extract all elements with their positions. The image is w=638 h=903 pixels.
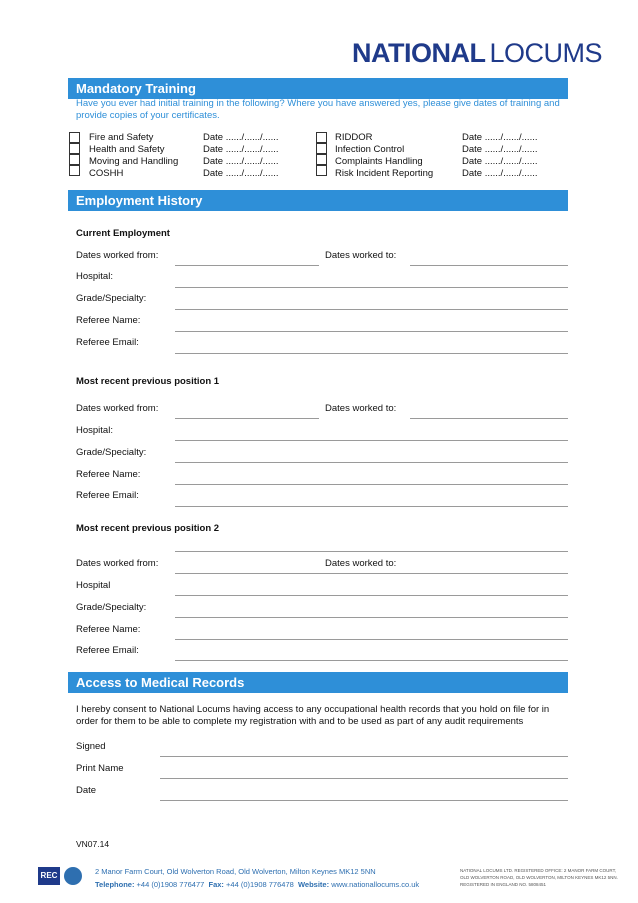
section-header-medical-records: Access to Medical Records <box>68 672 568 693</box>
subsection-title: Most recent previous position 2 <box>76 523 220 534</box>
signature-input[interactable] <box>160 756 568 757</box>
field-label: Dates worked to: <box>325 558 399 569</box>
section-header-mandatory-training: Mandatory Training <box>68 78 568 99</box>
training-date-field[interactable]: Date ....../....../...... <box>203 144 279 155</box>
checkbox-coshh[interactable] <box>69 165 80 176</box>
subsection-title: Most recent previous position 1 <box>76 376 220 387</box>
training-label: RIDDOR <box>335 132 373 143</box>
field-label: Hospital: <box>76 425 113 436</box>
date-input[interactable] <box>160 800 568 801</box>
training-label: Health and Safety <box>89 144 165 155</box>
fax-label: Fax: <box>208 880 224 889</box>
checkbox-infection-control[interactable] <box>316 143 327 154</box>
training-date-field[interactable]: Date ....../....../...... <box>203 132 279 143</box>
hospital-input[interactable] <box>175 595 568 596</box>
divider-line <box>175 551 568 552</box>
training-date-field[interactable]: Date ....../....../...... <box>462 132 538 143</box>
dates-from-input[interactable] <box>175 265 319 266</box>
checkbox-complaints-handling[interactable] <box>316 154 327 165</box>
training-date-field[interactable]: Date ....../....../...... <box>462 156 538 167</box>
training-date-field[interactable]: Date ....../....../...... <box>203 156 279 167</box>
training-label: COSHH <box>89 168 124 179</box>
field-label: Grade/Specialty: <box>76 293 147 304</box>
consent-text: I hereby consent to National Locums having access to any occupational health records that you hold on file for in order for them to be able to complete my registration with and to be used as part of any audit requirements <box>76 704 550 727</box>
logo-bold-text: NATIONAL <box>352 38 486 68</box>
checkbox-fire-safety[interactable] <box>69 132 80 143</box>
field-label: Print Name <box>76 763 124 774</box>
training-date-field[interactable]: Date ....../....../...... <box>203 168 279 179</box>
legal-text <box>460 867 618 888</box>
grade-input[interactable] <box>175 309 568 310</box>
form-code: VN07.14 <box>76 839 110 849</box>
field-label: Hospital <box>76 580 111 591</box>
field-label: Grade/Specialty: <box>76 447 147 458</box>
legal-line: REGISTERED IN ENGLAND NO. 5808451 <box>460 882 547 887</box>
logo-light-text: LOCUMS <box>489 38 602 68</box>
grade-input[interactable] <box>175 617 568 618</box>
website-link[interactable]: www.nationallocums.co.uk <box>331 880 420 889</box>
training-label: Complaints Handling <box>335 156 423 167</box>
field-label: Referee Name: <box>76 315 141 326</box>
training-label: Fire and Safety <box>89 132 154 143</box>
field-label: Grade/Specialty: <box>76 602 147 613</box>
fax-number: +44 (0)1908 776478 <box>226 880 294 889</box>
referee-email-input[interactable] <box>175 353 568 354</box>
checkbox-health-safety[interactable] <box>69 143 80 154</box>
field-label: Dates worked from: <box>76 250 159 261</box>
field-label: Signed <box>76 741 106 752</box>
grade-input[interactable] <box>175 462 568 463</box>
field-label: Referee Name: <box>76 469 141 480</box>
rec-logo: REC <box>38 867 60 885</box>
checkbox-risk-incident[interactable] <box>316 165 327 176</box>
checkbox-riddor[interactable] <box>316 132 327 143</box>
telephone-label: Telephone: <box>95 880 135 889</box>
training-date-field[interactable]: Date ....../....../...... <box>462 168 538 179</box>
print-name-input[interactable] <box>160 778 568 779</box>
footer-contact <box>95 880 419 889</box>
hospital-input[interactable] <box>175 440 568 441</box>
field-label: Dates worked to: <box>325 403 397 414</box>
hospital-input[interactable] <box>175 287 568 288</box>
training-label: Moving and Handling <box>89 156 179 167</box>
legal-line: OLD WOLVERTON ROAD, OLD WOLVERTON, MILTON KEYNES MK12 5NN. <box>460 875 618 880</box>
legal-line: NATIONAL LOCUMS LTD. REGISTERED OFFICE: 2 MANOR FARM COURT, <box>460 868 617 873</box>
dates-from-input[interactable] <box>175 418 319 419</box>
referee-email-input[interactable] <box>175 506 568 507</box>
company-logo <box>352 38 602 69</box>
dates-to-input[interactable] <box>410 418 568 419</box>
section-header-employment-history: Employment History <box>68 190 568 211</box>
referee-email-input[interactable] <box>175 660 568 661</box>
field-label: Referee Email: <box>76 490 139 501</box>
website-label: Website: <box>297 880 330 889</box>
iso-badge-icon <box>64 867 82 885</box>
referee-name-input[interactable] <box>175 639 568 640</box>
field-label: Date <box>76 785 97 796</box>
field-label: Hospital: <box>76 271 113 282</box>
field-label: Referee Email: <box>76 337 139 348</box>
referee-name-input[interactable] <box>175 484 568 485</box>
field-label: Referee Email: <box>76 645 139 656</box>
training-date-field[interactable]: Date ....../....../...... <box>462 144 538 155</box>
footer-address: 2 Manor Farm Court, Old Wolverton Road, Old Wolverton, Milton Keynes MK12 5NN <box>95 867 376 876</box>
subsection-title: Current Employment <box>76 228 170 239</box>
checkbox-moving-handling[interactable] <box>69 154 80 165</box>
training-intro: Have you ever had initial training in the following? Where you have answered yes, please give dates of training and provide copies of your certificates. <box>76 98 560 121</box>
field-label: Dates worked from: <box>76 403 159 414</box>
training-label: Risk Incident Reporting <box>335 168 434 179</box>
dates-to-input[interactable] <box>410 265 568 266</box>
telephone-number: +44 (0)1908 776477 <box>136 880 205 889</box>
field-label: Dates worked to: <box>325 250 397 261</box>
field-label: Dates worked from: <box>76 558 159 569</box>
training-label: Infection Control <box>335 144 405 155</box>
dates-input[interactable] <box>175 573 568 574</box>
referee-name-input[interactable] <box>175 331 568 332</box>
field-label: Referee Name: <box>76 624 141 635</box>
